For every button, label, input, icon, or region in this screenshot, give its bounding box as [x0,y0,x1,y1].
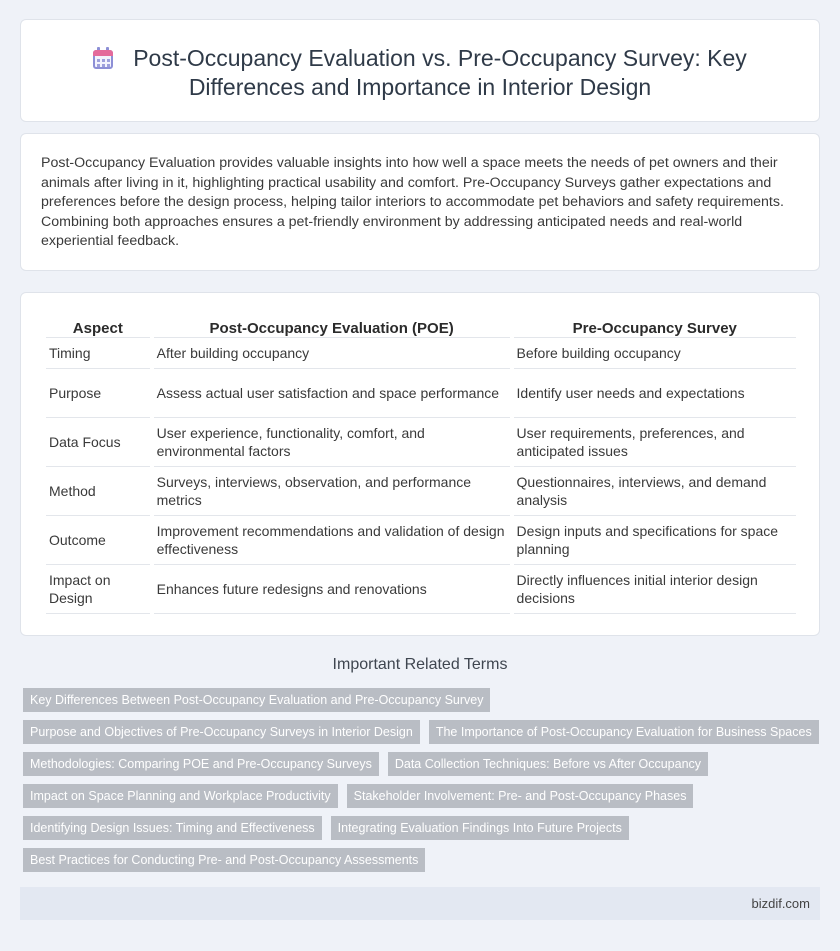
page-title-wrap [21,44,819,102]
tag-row [23,784,702,808]
cell-aspect: Purpose [46,369,150,418]
cell-poe: After building occupancy [154,338,510,369]
cell-poe: Improvement recommendations and validation of design effectiveness [154,516,510,565]
cell-aspect: Outcome [46,516,150,565]
table-row [46,338,796,369]
header-pre-occupancy: Pre-Occupancy Survey [514,314,796,338]
table-row [46,565,796,614]
comparison-card [20,292,820,636]
header-aspect: Aspect [46,314,150,338]
related-terms-heading: Important Related Terms [332,656,508,673]
intro-paragraph: Post-Occupancy Evaluation provides valuable insights into how well a space meets the needs of pet owners and their animals after living in it, highlighting practical usability and comfort. Pre-Occupancy Surveys gather expectations and preferences before the design process, helping tailor interiors to accommodate pet behaviors and safety requirements. Combining both approaches ensures a pet-friendly environment by addressing anticipated needs and real-world experiential feedback. [41,155,784,249]
related-tag[interactable]: The Importance of Post-Occupancy Evaluation for Business Spaces [429,720,819,744]
cell-pre: Design inputs and specifications for space planning [514,516,796,565]
intro-card [20,133,820,271]
page-title: Post-Occupancy Evaluation vs. Pre-Occupancy Survey: Key Differences and Importance in Interior Design [133,45,747,100]
related-tag[interactable]: Integrating Evaluation Findings Into Future Projects [331,816,629,840]
related-tag[interactable]: Impact on Space Planning and Workplace Productivity [23,784,338,808]
tag-row [23,752,717,776]
cell-aspect: Data Focus [46,418,150,467]
header-poe: Post-Occupancy Evaluation (POE) [154,314,510,338]
table-header-row [46,314,796,338]
footer-bar [20,887,820,920]
cell-pre: Identify user needs and expectations [514,369,796,418]
cell-pre: Directly influences initial interior design decisions [514,565,796,614]
related-tag[interactable]: Best Practices for Conducting Pre- and Post-Occupancy Assessments [23,848,425,872]
cell-pre: Questionnaires, interviews, and demand analysis [514,467,796,516]
related-tag[interactable]: Key Differences Between Post-Occupancy Evaluation and Pre-Occupancy Survey [23,688,490,712]
cell-poe: Surveys, interviews, observation, and performance metrics [154,467,510,516]
tag-row [23,848,434,872]
table-row [46,516,796,565]
tag-row [23,688,499,712]
related-tag[interactable]: Purpose and Objectives of Pre-Occupancy Surveys in Interior Design [23,720,420,744]
cell-pre: User requirements, preferences, and anticipated issues [514,418,796,467]
tag-row [23,720,828,744]
related-tag[interactable]: Data Collection Techniques: Before vs After Occupancy [388,752,708,776]
table-row [46,467,796,516]
cell-aspect: Timing [46,338,150,369]
related-tag[interactable]: Stakeholder Involvement: Pre- and Post-Occupancy Phases [347,784,694,808]
footer-site-link[interactable]: bizdif.com [751,896,810,911]
cell-aspect: Method [46,467,150,516]
table-row [46,369,796,418]
related-tag[interactable]: Methodologies: Comparing POE and Pre-Occupancy Surveys [23,752,379,776]
cell-poe: Assess actual user satisfaction and space performance [154,369,510,418]
related-tag[interactable]: Identifying Design Issues: Timing and Effectiveness [23,816,322,840]
calendar-icon [93,47,113,69]
cell-pre: Before building occupancy [514,338,796,369]
comparison-table [42,314,800,614]
cell-poe: User experience, functionality, comfort, and environmental factors [154,418,510,467]
tag-row [23,816,638,840]
cell-poe: Enhances future redesigns and renovations [154,565,510,614]
cell-aspect: Impact on Design [46,565,150,614]
table-row [46,418,796,467]
title-card [20,19,820,122]
